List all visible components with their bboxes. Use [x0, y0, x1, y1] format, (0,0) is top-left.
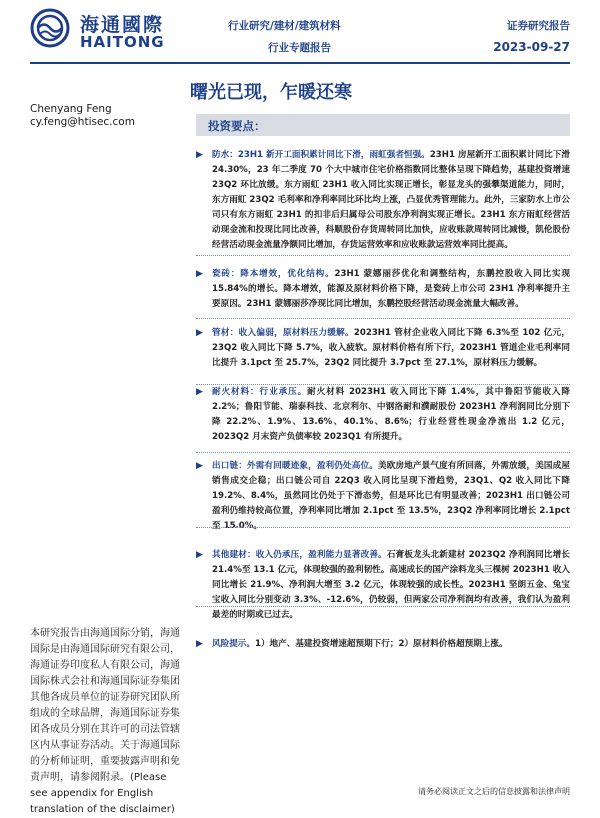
section-divider	[196, 318, 570, 319]
report-label: 证券研究报告	[507, 20, 570, 32]
bullet-body: 石膏板龙头北新建材 2023Q2 净利润同比增长 21.4%至 13.1 亿元，体现较强的盈利韧性。高速成长的国产涂料龙头三棵树 2023H1 收入同比增长 21.9%、净利润大增至 3.2 亿元，体现较强的成长性。2023H1 坚朗五金、兔宝宝收入同比分别变动 3.3%、-12.6%，仍较弱，但两家公司净利润均有改善，我们认为盈利最差的时期或已过去。	[212, 550, 570, 620]
section-divider	[196, 527, 570, 528]
section-divider	[196, 452, 570, 453]
bullet-lead: 耐火材料：行业承压。	[212, 387, 308, 397]
key-points-bar	[196, 114, 570, 136]
footer-notice: 请务必阅读正文之后的信息披露和法律声明	[418, 787, 570, 796]
haitong-logo	[30, 8, 180, 50]
report-type: 行业专题报告	[268, 42, 331, 54]
bullet-lead: 瓷砖：降本增效，优化结构。	[212, 269, 335, 279]
arrow-bullet-icon: ▶	[196, 269, 203, 279]
arrow-bullet-icon: ▶	[196, 639, 203, 649]
bullet-tiles	[196, 267, 570, 312]
logo-chinese-text: 海通國際	[80, 14, 165, 36]
report-date: 2023-09-27	[493, 40, 570, 54]
author-name: Chenyang Feng	[30, 103, 112, 115]
bullet-body: 耐火材料 2023H1 收入同比下降 1.4%，其中鲁阳节能收入降 2.2%；鲁阳节能、瑞泰科技、北京利尔、中钢洛耐和濮耐股份 2023H1 净利润同比分别下降 22.2%、1.9%、13.6%、40.1%、8.6%；行业经营性现金净流出 1.2 亿元，2023Q2 月末资产负债率较 2023Q1 有所提升。	[212, 387, 570, 442]
bullet-lead: 防水：23H1 新开工面积累计同比下滑，雨虹强者恒强。	[212, 150, 430, 160]
bullet-lead: 管材：收入偏弱，原材料压力缓解。	[212, 328, 354, 338]
haitong-logo-icon	[30, 8, 70, 48]
arrow-bullet-icon: ▶	[196, 387, 203, 397]
bullet-lead: 风险提示。	[212, 639, 255, 649]
bullet-waterproof	[196, 148, 570, 253]
section-divider	[196, 255, 570, 256]
disclaimer: 本研究报告由海通国际分销，海通国际是由海通国际研究有限公司，海通证券印度私人有限公司，海通国际株式会社和海通国际证券集团其他各成员单位的证券研究团队所组成的全球品牌，海通国际证券集团各成员分别在其许可的司法管辖区内从事证券活动。关于海通国际的分析师证明，重要披露声明和免责声明，请参阅附录。(Please see appendix for English translation of the disclaimer)	[30, 628, 180, 815]
key-points-label: 投资要点：	[208, 119, 266, 133]
bullet-body: 1）地产、基建投资增速超预期下行；2）原材料价格超预期上涨。	[254, 639, 508, 649]
bullet-body: 23H1 房屋新开工面积累计同比下滑 24.30%，23 年二季度 70 个大中城市住宅价格指数同比整体呈现下降趋势，基建投资增速 23Q2 环比放缓。东方雨虹 23H1 收入同比实现正增长，彰显龙头的强攀渠道能力，同时，东方雨虹 23Q2 毛利率和净利率同比环比均上涨，凸显优秀管理能力。此外，三家防水上市公司只有东方雨虹 23H1 的扣非后归属母公司股东净利润实现正增长。23H1 东方雨虹经营活动现金流和投现比同比改善，科顺股份存货周转同比加快，应收账款周转同比减慢，凯伦股份经营活动现金流量净额同比增加，存货运营效率和应收账款运营效率同比提高。	[212, 150, 571, 250]
page-title: 曙光已现，乍暖还寒	[190, 82, 352, 103]
bullet-other-materials	[196, 548, 570, 623]
arrow-bullet-icon: ▶	[196, 150, 203, 160]
section-divider	[196, 384, 570, 385]
arrow-bullet-icon: ▶	[196, 328, 203, 338]
arrow-bullet-icon: ▶	[196, 550, 203, 560]
bullet-body: 2023H1 管材企业收入同比下降 6.3%至 102 亿元，23Q2 收入同比下降 5.7%，收入疲软。原材料价格有所下行，2023H1 管道企业毛利率同比提升 3.1pct 至 25.7%，23Q2 同比提升 3.7pct 至 27.1%，原材料压力缓解。	[212, 328, 570, 368]
bullet-pipes	[196, 326, 570, 371]
bullet-export-chain	[196, 459, 570, 534]
bullet-body: 美欧房地产景气度有所回落，外需放缓，美国成屋销售成交企稳；出口链公司自 22Q3 收入同比呈现下滑趋势，23Q1、Q2 收入同比下降 19.2%、8.4%，虽然同比仍处于下滑态势，但是环比已有明显改善；2023H1 出口链公司盈利仍维持较高位置，净利率同比增加 2.1pct 至 13.5%，23Q2 净利率同比增长 2.1pct 至 15.0%。	[212, 461, 570, 531]
author-email[interactable]: cy.feng@htisec.com	[30, 116, 135, 128]
bullet-body: 23H1 蒙娜丽莎优化和调整结构，东鹏控股收入同比实现 15.84%的增长。降本增效，能源及原材料价格下降，是瓷砖上市公司 23H1 净利率提升主要原因。23H1 蒙娜丽莎净现比同比增加，东鹏控股经营活动现金流量大幅改善。	[212, 269, 570, 309]
header-divider	[30, 62, 570, 64]
bullet-lead: 其他建材：收入仍承压，盈利能力显著改善。	[212, 550, 387, 560]
report-categories: 行业研究/建材/建筑材料	[228, 20, 341, 32]
key-points-list	[196, 148, 570, 666]
bullet-lead: 出口链：外需有回暖迹象，盈利仍处高位。	[212, 461, 378, 471]
bullet-refractory	[196, 385, 570, 445]
author-block	[30, 103, 135, 129]
bullet-risk	[196, 637, 570, 652]
arrow-bullet-icon: ▶	[196, 461, 203, 471]
logo-english-text: HAITONG	[80, 33, 165, 51]
section-divider	[196, 606, 570, 607]
